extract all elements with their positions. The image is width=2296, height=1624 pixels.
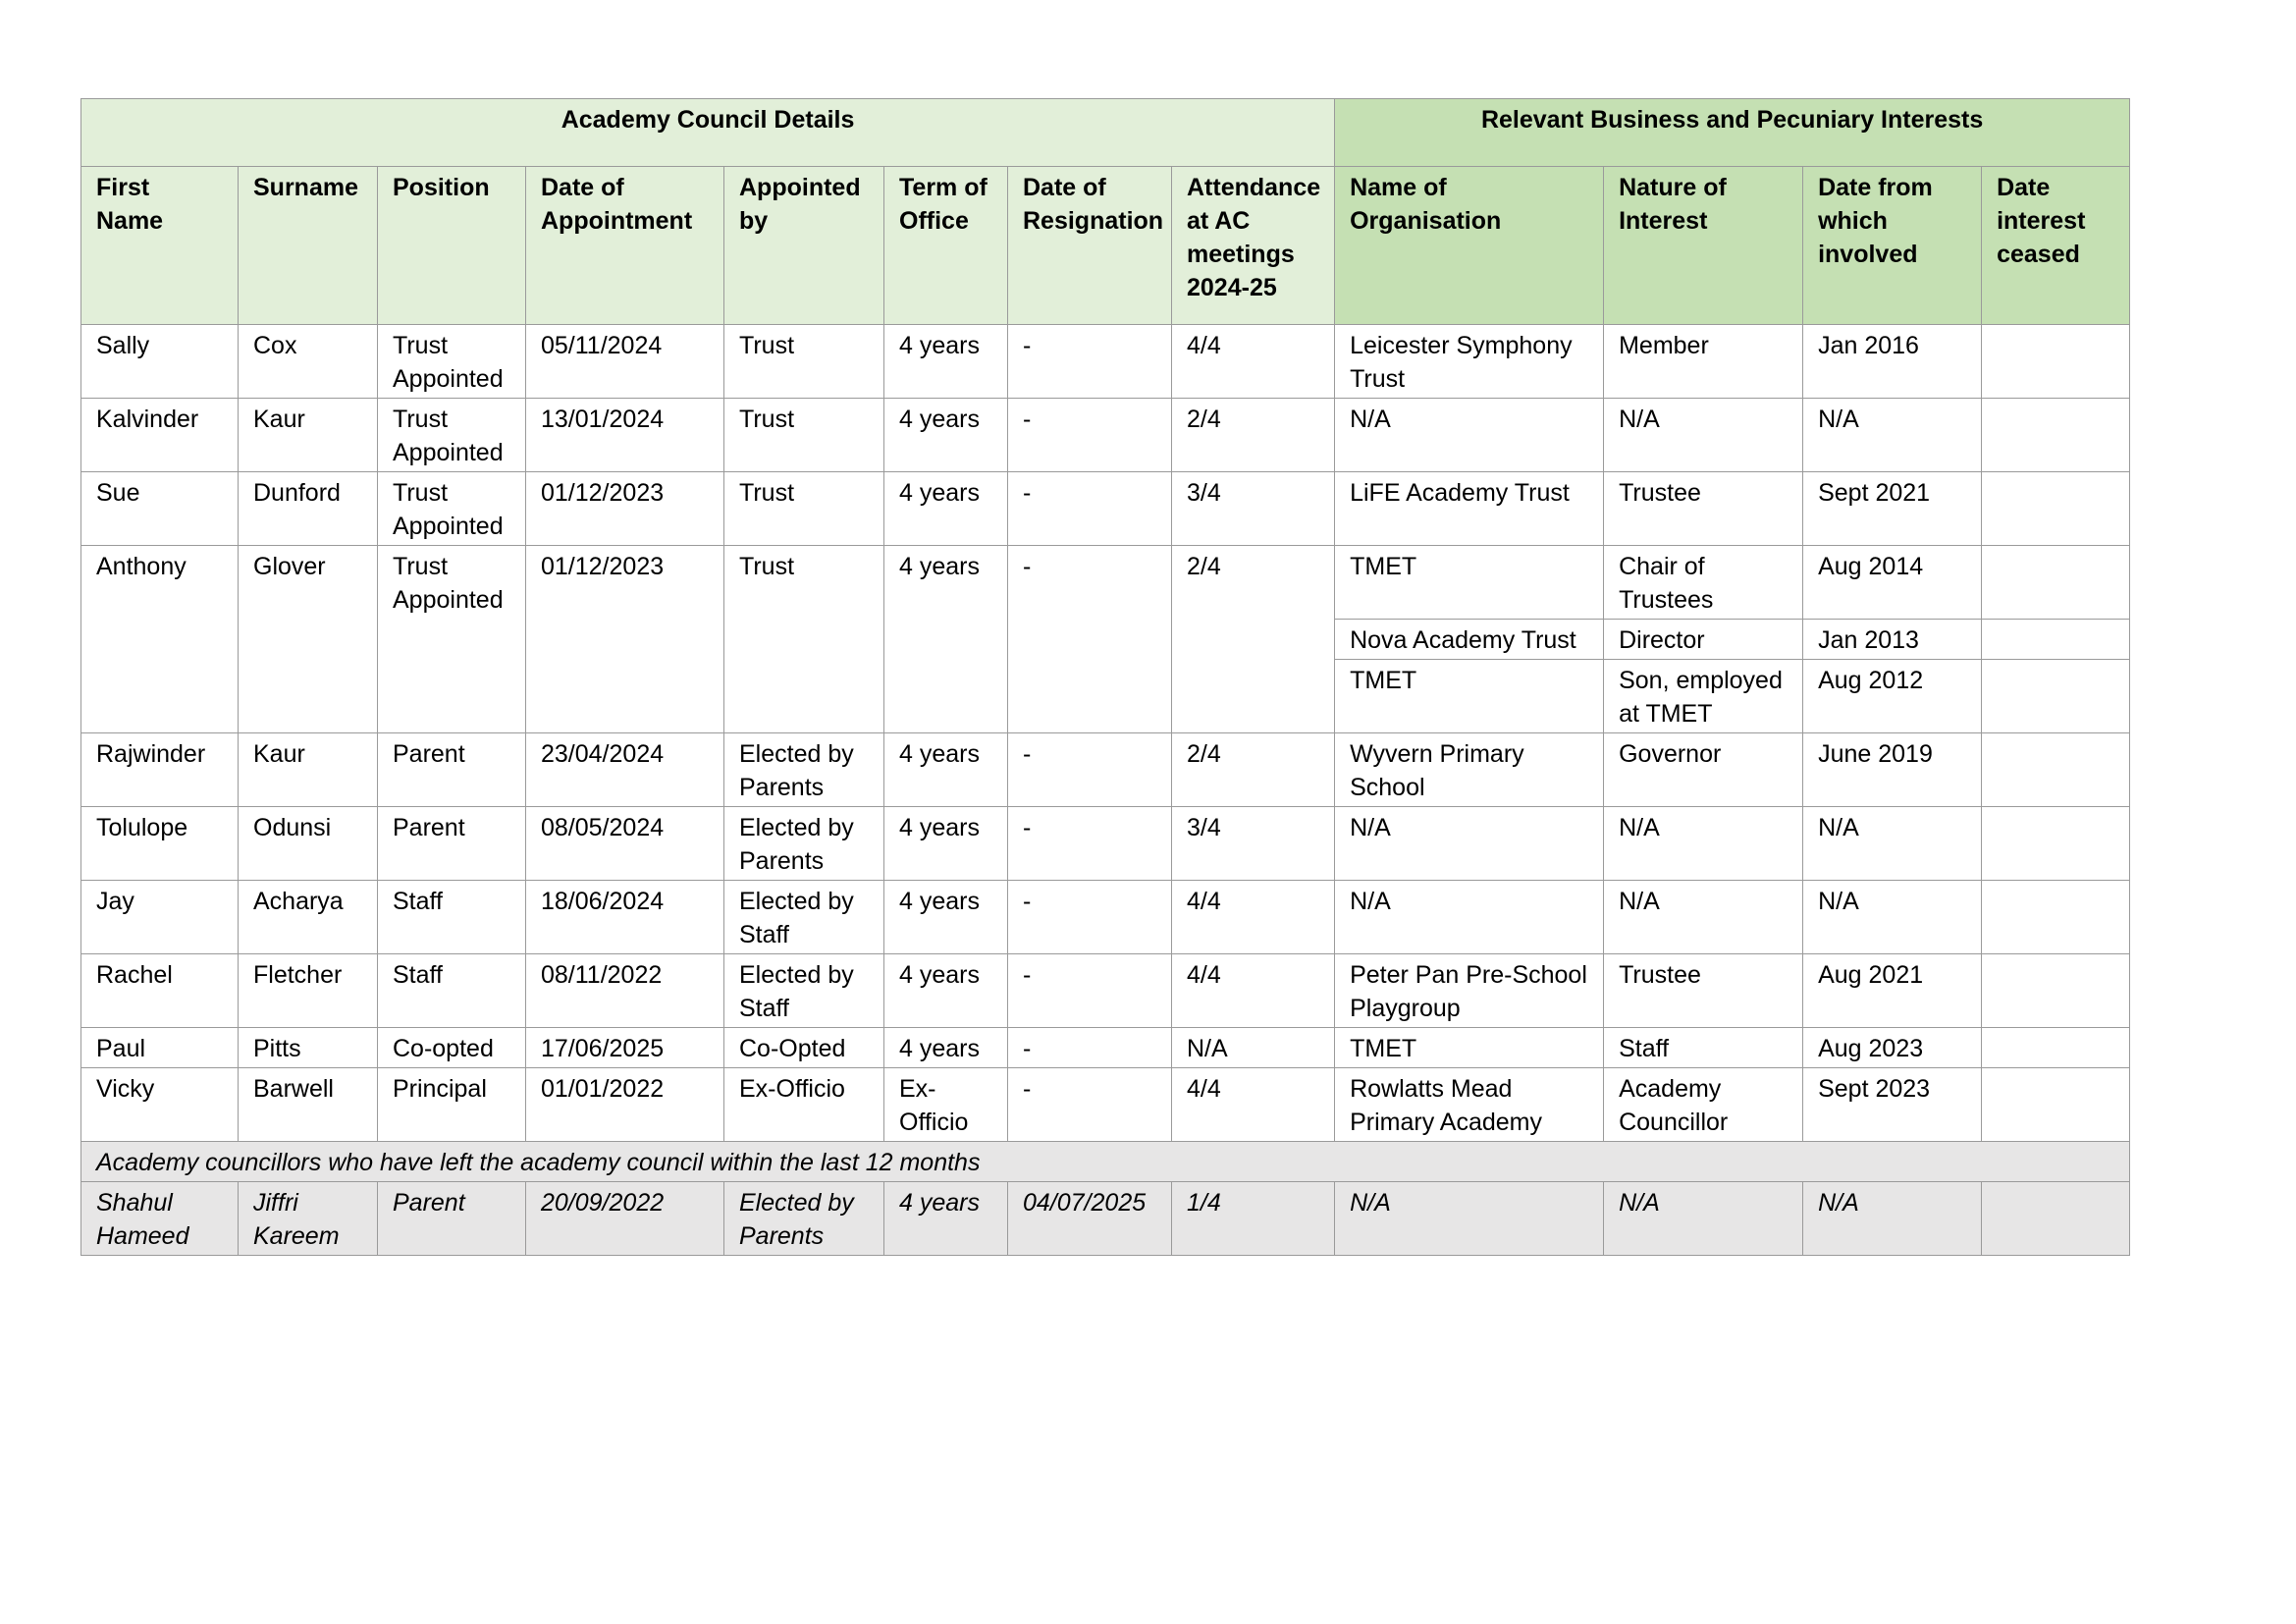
attendance-cell: 2/4 — [1172, 733, 1335, 807]
date-from-cell: Aug 2014 — [1803, 546, 1982, 620]
organisation-cell: N/A — [1335, 399, 1604, 472]
organisation-cell: LiFE Academy Trust — [1335, 472, 1604, 546]
appointed-by-cell: Elected by Parents — [724, 807, 884, 881]
surname-cell: Jiffri Kareem — [239, 1182, 378, 1256]
resignation-date-cell: - — [1008, 1028, 1172, 1068]
position-cell: Parent — [378, 807, 526, 881]
date-ceased-cell — [1982, 733, 2130, 807]
first-name-cell: Vicky — [81, 1068, 239, 1142]
appointment-date-cell: 23/04/2024 — [526, 733, 724, 807]
first-name-cell: Sally — [81, 325, 239, 399]
table-row — [81, 881, 2130, 954]
resignation-date-cell: - — [1008, 733, 1172, 807]
term-cell: 4 years — [884, 472, 1008, 546]
col-position: Position — [378, 167, 526, 325]
date-from-cell: Aug 2023 — [1803, 1028, 1982, 1068]
appointed-by-cell: Trust — [724, 399, 884, 472]
resignation-date-cell: - — [1008, 1068, 1172, 1142]
term-cell: 4 years — [884, 1182, 1008, 1256]
surname-cell: Acharya — [239, 881, 378, 954]
section-header-row — [81, 99, 2130, 167]
table-row — [81, 472, 2130, 546]
appointment-date-cell: 20/09/2022 — [526, 1182, 724, 1256]
left-members-note: Academy councillors who have left the academy council within the last 12 months — [81, 1142, 2130, 1182]
nature-cell: Trustee — [1604, 472, 1803, 546]
attendance-cell: 2/4 — [1172, 399, 1335, 472]
term-cell: 4 years — [884, 325, 1008, 399]
member-rows — [81, 325, 2130, 1256]
surname-cell: Glover — [239, 546, 378, 733]
date-from-cell: N/A — [1803, 881, 1982, 954]
position-cell: Trust Appointed — [378, 325, 526, 399]
col-date-of-resignation: Date of Resignation — [1008, 167, 1172, 325]
appointment-date-cell: 01/01/2022 — [526, 1068, 724, 1142]
date-ceased-cell — [1982, 881, 2130, 954]
appointed-by-cell: Elected by Staff — [724, 881, 884, 954]
term-cell: 4 years — [884, 546, 1008, 733]
first-name-cell: Kalvinder — [81, 399, 239, 472]
appointment-date-cell: 01/12/2023 — [526, 472, 724, 546]
table-row — [81, 1068, 2130, 1142]
appointed-by-cell: Co-Opted — [724, 1028, 884, 1068]
table-row — [81, 1182, 2130, 1256]
surname-cell: Pitts — [239, 1028, 378, 1068]
col-nature-of-interest: Nature of Interest — [1604, 167, 1803, 325]
date-from-cell: Aug 2021 — [1803, 954, 1982, 1028]
resignation-date-cell: - — [1008, 546, 1172, 733]
attendance-cell: 4/4 — [1172, 1068, 1335, 1142]
nature-cell: Director — [1604, 620, 1803, 660]
appointment-date-cell: 08/05/2024 — [526, 807, 724, 881]
position-cell: Staff — [378, 881, 526, 954]
organisation-cell: Wyvern Primary School — [1335, 733, 1604, 807]
col-name-of-organisation: Name of Organisation — [1335, 167, 1604, 325]
organisation-cell: Peter Pan Pre-School Playgroup — [1335, 954, 1604, 1028]
appointment-date-cell: 08/11/2022 — [526, 954, 724, 1028]
first-name-cell: Sue — [81, 472, 239, 546]
position-cell: Trust Appointed — [378, 546, 526, 733]
col-first-name: First Name — [81, 167, 239, 325]
table-row — [81, 807, 2130, 881]
term-cell: 4 years — [884, 733, 1008, 807]
left-members-note-row — [81, 1142, 2130, 1182]
table-row — [81, 399, 2130, 472]
term-cell: Ex-Officio — [884, 1068, 1008, 1142]
first-name-cell: Anthony — [81, 546, 239, 733]
nature-cell: Governor — [1604, 733, 1803, 807]
date-ceased-cell — [1982, 472, 2130, 546]
table-row — [81, 1028, 2130, 1068]
position-cell: Parent — [378, 733, 526, 807]
term-cell: 4 years — [884, 399, 1008, 472]
attendance-cell: 3/4 — [1172, 472, 1335, 546]
surname-cell: Kaur — [239, 733, 378, 807]
date-from-cell: Jan 2016 — [1803, 325, 1982, 399]
resignation-date-cell: 04/07/2025 — [1008, 1182, 1172, 1256]
surname-cell: Dunford — [239, 472, 378, 546]
position-cell: Trust Appointed — [378, 399, 526, 472]
col-date-from: Date from which involved — [1803, 167, 1982, 325]
nature-cell: Trustee — [1604, 954, 1803, 1028]
surname-cell: Barwell — [239, 1068, 378, 1142]
date-from-cell: N/A — [1803, 807, 1982, 881]
first-name-cell: Jay — [81, 881, 239, 954]
attendance-cell: 4/4 — [1172, 881, 1335, 954]
col-appointed-by: Appointed by — [724, 167, 884, 325]
date-ceased-cell — [1982, 325, 2130, 399]
date-from-cell: Jan 2013 — [1803, 620, 1982, 660]
table-row — [81, 546, 2130, 620]
appointed-by-cell: Trust — [724, 325, 884, 399]
organisation-cell: Rowlatts Mead Primary Academy — [1335, 1068, 1604, 1142]
date-ceased-cell — [1982, 1182, 2130, 1256]
position-cell: Parent — [378, 1182, 526, 1256]
appointed-by-cell: Ex-Officio — [724, 1068, 884, 1142]
organisation-cell: TMET — [1335, 660, 1604, 733]
organisation-cell: TMET — [1335, 546, 1604, 620]
surname-cell: Kaur — [239, 399, 378, 472]
surname-cell: Fletcher — [239, 954, 378, 1028]
table-row — [81, 733, 2130, 807]
nature-cell: N/A — [1604, 881, 1803, 954]
appointment-date-cell: 01/12/2023 — [526, 546, 724, 733]
nature-cell: N/A — [1604, 1182, 1803, 1256]
term-cell: 4 years — [884, 807, 1008, 881]
organisation-cell: N/A — [1335, 807, 1604, 881]
academy-council-table — [80, 98, 2130, 1256]
first-name-cell: Paul — [81, 1028, 239, 1068]
date-from-cell: N/A — [1803, 1182, 1982, 1256]
date-ceased-cell — [1982, 546, 2130, 620]
nature-cell: N/A — [1604, 399, 1803, 472]
first-name-cell: Shahul Hameed — [81, 1182, 239, 1256]
appointed-by-cell: Elected by Parents — [724, 733, 884, 807]
table-row — [81, 954, 2130, 1028]
col-date-ceased: Date interest ceased — [1982, 167, 2130, 325]
section-interests: Relevant Business and Pecuniary Interests — [1335, 99, 2130, 167]
nature-cell: Academy Councillor — [1604, 1068, 1803, 1142]
resignation-date-cell: - — [1008, 954, 1172, 1028]
term-cell: 4 years — [884, 1028, 1008, 1068]
attendance-cell: 4/4 — [1172, 954, 1335, 1028]
date-ceased-cell — [1982, 660, 2130, 733]
attendance-cell: 1/4 — [1172, 1182, 1335, 1256]
date-from-cell: Sept 2023 — [1803, 1068, 1982, 1142]
date-from-cell: N/A — [1803, 399, 1982, 472]
attendance-cell: 4/4 — [1172, 325, 1335, 399]
resignation-date-cell: - — [1008, 881, 1172, 954]
appointed-by-cell: Trust — [724, 546, 884, 733]
date-ceased-cell — [1982, 399, 2130, 472]
first-name-cell: Tolulope — [81, 807, 239, 881]
position-cell: Co-opted — [378, 1028, 526, 1068]
surname-cell: Cox — [239, 325, 378, 399]
organisation-cell: Leicester Symphony Trust — [1335, 325, 1604, 399]
position-cell: Principal — [378, 1068, 526, 1142]
organisation-cell: N/A — [1335, 881, 1604, 954]
section-council-details: Academy Council Details — [81, 99, 1335, 167]
date-ceased-cell — [1982, 1028, 2130, 1068]
nature-cell: N/A — [1604, 807, 1803, 881]
date-ceased-cell — [1982, 1068, 2130, 1142]
resignation-date-cell: - — [1008, 807, 1172, 881]
date-from-cell: June 2019 — [1803, 733, 1982, 807]
appointed-by-cell: Elected by Parents — [724, 1182, 884, 1256]
attendance-cell: 3/4 — [1172, 807, 1335, 881]
appointment-date-cell: 18/06/2024 — [526, 881, 724, 954]
appointed-by-cell: Trust — [724, 472, 884, 546]
date-ceased-cell — [1982, 807, 2130, 881]
date-ceased-cell — [1982, 954, 2130, 1028]
resignation-date-cell: - — [1008, 472, 1172, 546]
resignation-date-cell: - — [1008, 399, 1172, 472]
surname-cell: Odunsi — [239, 807, 378, 881]
position-cell: Trust Appointed — [378, 472, 526, 546]
attendance-cell: N/A — [1172, 1028, 1335, 1068]
col-date-of-appointment: Date of Appointment — [526, 167, 724, 325]
date-ceased-cell — [1982, 620, 2130, 660]
term-cell: 4 years — [884, 954, 1008, 1028]
first-name-cell: Rachel — [81, 954, 239, 1028]
organisation-cell: N/A — [1335, 1182, 1604, 1256]
date-from-cell: Sept 2021 — [1803, 472, 1982, 546]
date-from-cell: Aug 2012 — [1803, 660, 1982, 733]
col-attendance: Attendance at AC meetings 2024-25 — [1172, 167, 1335, 325]
col-surname: Surname — [239, 167, 378, 325]
appointment-date-cell: 05/11/2024 — [526, 325, 724, 399]
organisation-cell: Nova Academy Trust — [1335, 620, 1604, 660]
column-header-row — [81, 167, 2130, 325]
position-cell: Staff — [378, 954, 526, 1028]
nature-cell: Member — [1604, 325, 1803, 399]
nature-cell: Chair of Trustees — [1604, 546, 1803, 620]
resignation-date-cell: - — [1008, 325, 1172, 399]
nature-cell: Son, employed at TMET — [1604, 660, 1803, 733]
appointed-by-cell: Elected by Staff — [724, 954, 884, 1028]
col-term-of-office: Term of Office — [884, 167, 1008, 325]
appointment-date-cell: 17/06/2025 — [526, 1028, 724, 1068]
organisation-cell: TMET — [1335, 1028, 1604, 1068]
nature-cell: Staff — [1604, 1028, 1803, 1068]
attendance-cell: 2/4 — [1172, 546, 1335, 733]
term-cell: 4 years — [884, 881, 1008, 954]
table-row — [81, 325, 2130, 399]
appointment-date-cell: 13/01/2024 — [526, 399, 724, 472]
first-name-cell: Rajwinder — [81, 733, 239, 807]
